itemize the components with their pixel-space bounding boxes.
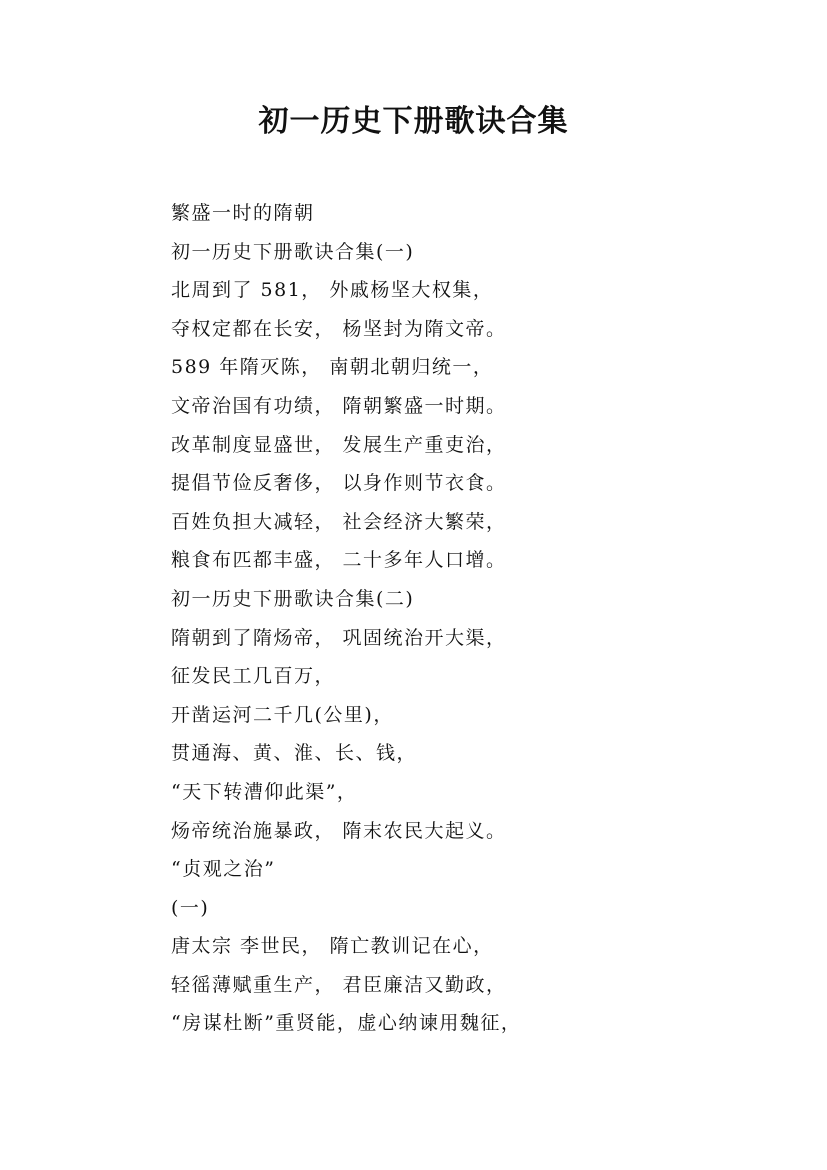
text-line: 贯通海、黄、淮、长、钱， bbox=[171, 742, 418, 765]
section-heading: “贞观之治” bbox=[171, 858, 276, 881]
text-line: 粮食布匹都丰盛， 二十多年人口增。 bbox=[171, 549, 507, 572]
text-line: 提倡节俭反奢侈， 以身作则节衣食。 bbox=[171, 472, 507, 495]
text-line: 改革制度显盛世， 发展生产重吏治， bbox=[171, 433, 507, 456]
section-heading: 初一历史下册歌诀合集(一) bbox=[171, 240, 415, 263]
section-heading: 初一历史下册歌诀合集(二) bbox=[171, 587, 415, 610]
text-line: “房谋杜断”重贤能，虚心纳谏用魏征， bbox=[171, 1012, 522, 1035]
text-line: 炀帝统治施暴政， 隋末农民大起义。 bbox=[171, 819, 507, 842]
text-line: 开凿运河二千几(公里)， bbox=[171, 703, 394, 726]
section-heading: (一) bbox=[171, 896, 210, 919]
text-line: 轻徭薄赋重生产， 君臣廉洁又勤政， bbox=[171, 973, 507, 996]
text-line: 繁盛一时的隋朝 bbox=[171, 202, 315, 224]
text-line: 589 年隋灭陈， 南朝北朝归统一， bbox=[171, 356, 494, 379]
text-line: 隋朝到了隋炀帝， 巩固统治开大渠， bbox=[171, 626, 507, 649]
text-line: “天下转漕仰此渠”， bbox=[171, 780, 358, 803]
document-body bbox=[171, 194, 771, 1043]
text-line: 唐太宗 李世民， 隋亡教训记在心， bbox=[171, 935, 494, 958]
document-title: 初一历史下册歌诀合集 bbox=[258, 104, 569, 139]
text-line: 北周到了 581， 外戚杨坚大权集， bbox=[171, 279, 494, 302]
text-line: 征发民工几百万， bbox=[171, 665, 336, 688]
text-line: 夺权定都在长安， 杨坚封为隋文帝。 bbox=[171, 317, 507, 340]
text-line: 文帝治国有功绩， 隋朝繁盛一时期。 bbox=[171, 394, 507, 417]
text-line: 百姓负担大减轻， 社会经济大繁荣， bbox=[171, 510, 507, 533]
